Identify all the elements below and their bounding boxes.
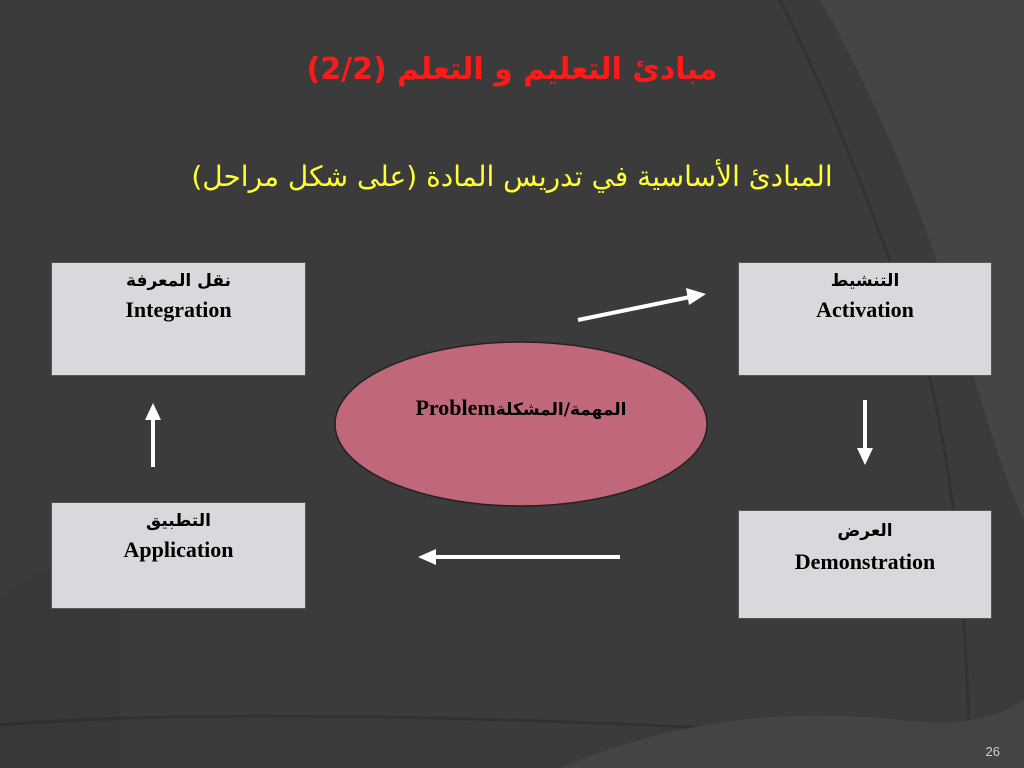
slide-subtitle: المبادئ الأساسية في تدريس المادة (على شكل مراحل) — [191, 160, 833, 193]
problem-label — [333, 395, 709, 421]
application-english-label: Application — [123, 537, 234, 562]
application-box — [51, 502, 306, 609]
demonstration-arabic-label: العرض — [837, 521, 893, 541]
application-arabic-label: التطبيق — [146, 511, 211, 531]
activation-english-label: Activation — [816, 297, 914, 322]
integration-box — [51, 262, 306, 376]
activation-box — [738, 262, 992, 376]
activation-arabic-label: التنشيط — [830, 271, 900, 291]
problem-arabic-label: المهمة/المشكلة — [495, 400, 627, 420]
slide-title: مبادئ التعليم و التعلم (2/2) — [306, 52, 718, 87]
problem-ellipse — [333, 340, 709, 508]
demonstration-box — [738, 510, 992, 619]
problem-english-label: Problem — [415, 395, 496, 420]
demonstration-english-label: Demonstration — [794, 549, 936, 574]
integration-arabic-label: نقل المعرفة — [126, 271, 231, 291]
page-number: 26 — [985, 744, 1000, 759]
integration-english-label: Integration — [125, 297, 232, 322]
